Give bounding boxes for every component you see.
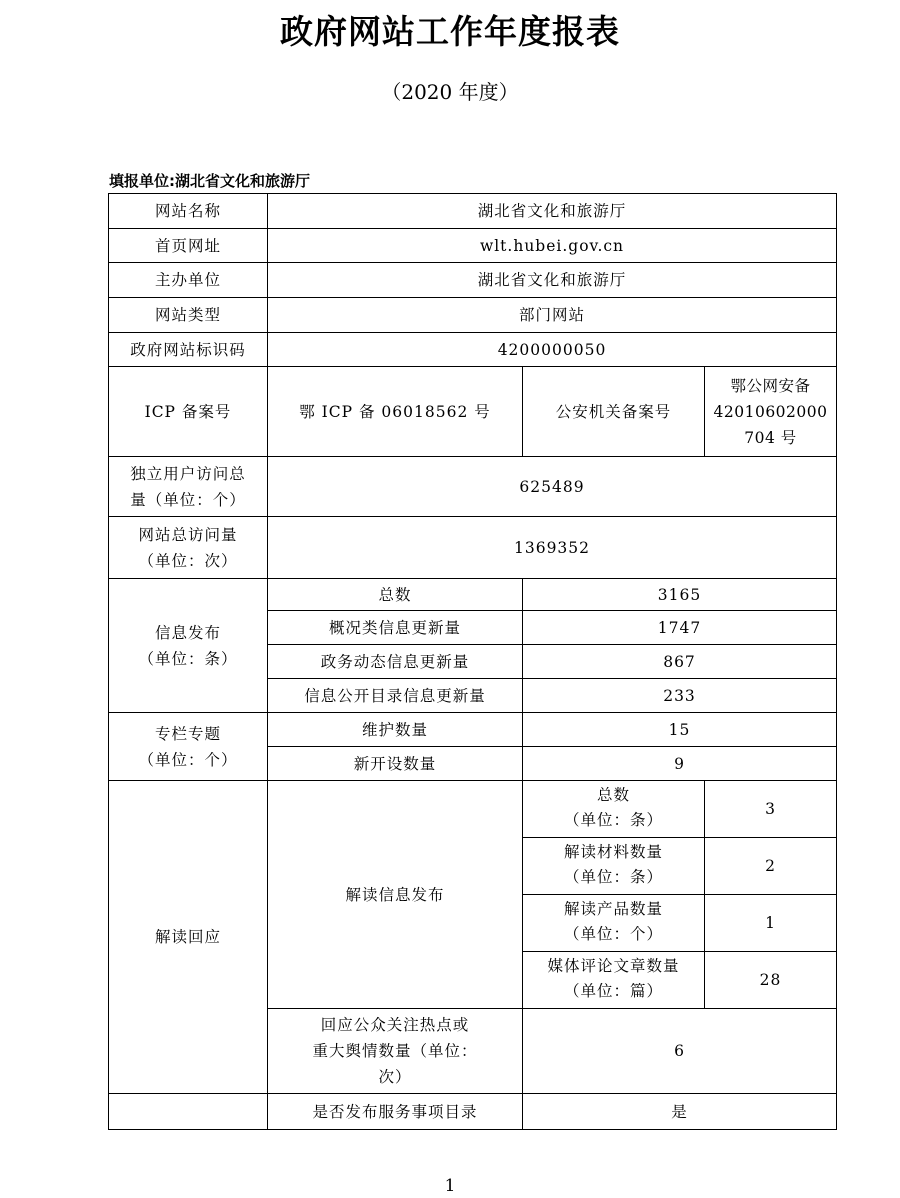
interp-media-value: 28	[705, 952, 837, 1009]
label-service-catalog: 是否发布服务事项目录	[268, 1094, 523, 1130]
info-disclosure-value: 233	[523, 679, 837, 713]
value-police-record: 鄂公网安备 42010602000 704 号	[705, 367, 837, 457]
label-interpretation: 解读回应	[109, 781, 268, 1094]
columns-new-value: 9	[523, 747, 837, 781]
table-row	[109, 298, 837, 333]
filing-unit: 填报单位:湖北省文化和旅游厅	[109, 172, 310, 190]
label-unique-visitors: 独立用户访问总 量（单位：个）	[109, 457, 268, 517]
page-title: 政府网站工作年度报表	[280, 12, 620, 51]
interp-product-value: 1	[705, 895, 837, 952]
columns-maintained-value: 15	[523, 713, 837, 747]
value-site-code: 4200000050	[268, 333, 837, 367]
columns-maintained-label: 维护数量	[268, 713, 523, 747]
label-site-code: 政府网站标识码	[109, 333, 268, 367]
value-unique-visitors: 625489	[268, 457, 837, 517]
columns-new-label: 新开设数量	[268, 747, 523, 781]
report-table	[108, 193, 837, 1130]
info-disclosure-label: 信息公开目录信息更新量	[268, 679, 523, 713]
table-row	[109, 517, 837, 579]
report-year: （2020 年度）	[381, 80, 519, 104]
info-total-value: 3165	[523, 579, 837, 611]
value-total-visits: 1369352	[268, 517, 837, 579]
table-row	[109, 579, 837, 611]
value-site-name: 湖北省文化和旅游厅	[268, 194, 837, 229]
table-row	[109, 367, 837, 457]
info-news-label: 政务动态信息更新量	[268, 645, 523, 679]
value-icp: 鄂 ICP 备 06018562 号	[268, 367, 523, 457]
label-site-type: 网站类型	[109, 298, 268, 333]
interp-media-label: 媒体评论文章数量 （单位：篇）	[523, 952, 705, 1009]
label-info-publish: 信息发布 （单位：条）	[109, 579, 268, 713]
table-row	[109, 333, 837, 367]
label-police-record: 公安机关备案号	[523, 367, 705, 457]
table-row	[109, 713, 837, 747]
interp-material-value: 2	[705, 838, 837, 895]
label-columns: 专栏专题 （单位：个）	[109, 713, 268, 781]
table-row	[109, 229, 837, 263]
label-site-name: 网站名称	[109, 194, 268, 229]
label-hot-topics: 回应公众关注热点或 重大舆情数量（单位： 次）	[268, 1009, 523, 1094]
interp-total-label: 总数 （单位：条）	[523, 781, 705, 838]
value-homepage: wlt.hubei.gov.cn	[268, 229, 837, 263]
info-news-value: 867	[523, 645, 837, 679]
label-total-visits: 网站总访问量 （单位：次）	[109, 517, 268, 579]
page-number: 1	[444, 1176, 456, 1196]
interp-product-label: 解读产品数量 （单位：个）	[523, 895, 705, 952]
label-interpretation-publish: 解读信息发布	[268, 781, 523, 1009]
table-row	[109, 781, 837, 838]
info-overview-value: 1747	[523, 611, 837, 645]
value-sponsor: 湖北省文化和旅游厅	[268, 263, 837, 298]
label-homepage: 首页网址	[109, 229, 268, 263]
label-service-empty	[109, 1094, 268, 1130]
table-row	[109, 263, 837, 298]
label-sponsor: 主办单位	[109, 263, 268, 298]
info-overview-label: 概况类信息更新量	[268, 611, 523, 645]
value-service-catalog: 是	[523, 1094, 837, 1130]
interp-total-value: 3	[705, 781, 837, 838]
info-total-label: 总数	[268, 579, 523, 611]
value-hot-topics: 6	[523, 1009, 837, 1094]
table-row	[109, 1094, 837, 1130]
interp-material-label: 解读材料数量 （单位：条）	[523, 838, 705, 895]
table-row	[109, 194, 837, 229]
label-icp: ICP 备案号	[109, 367, 268, 457]
table-row	[109, 457, 837, 517]
value-site-type: 部门网站	[268, 298, 837, 333]
